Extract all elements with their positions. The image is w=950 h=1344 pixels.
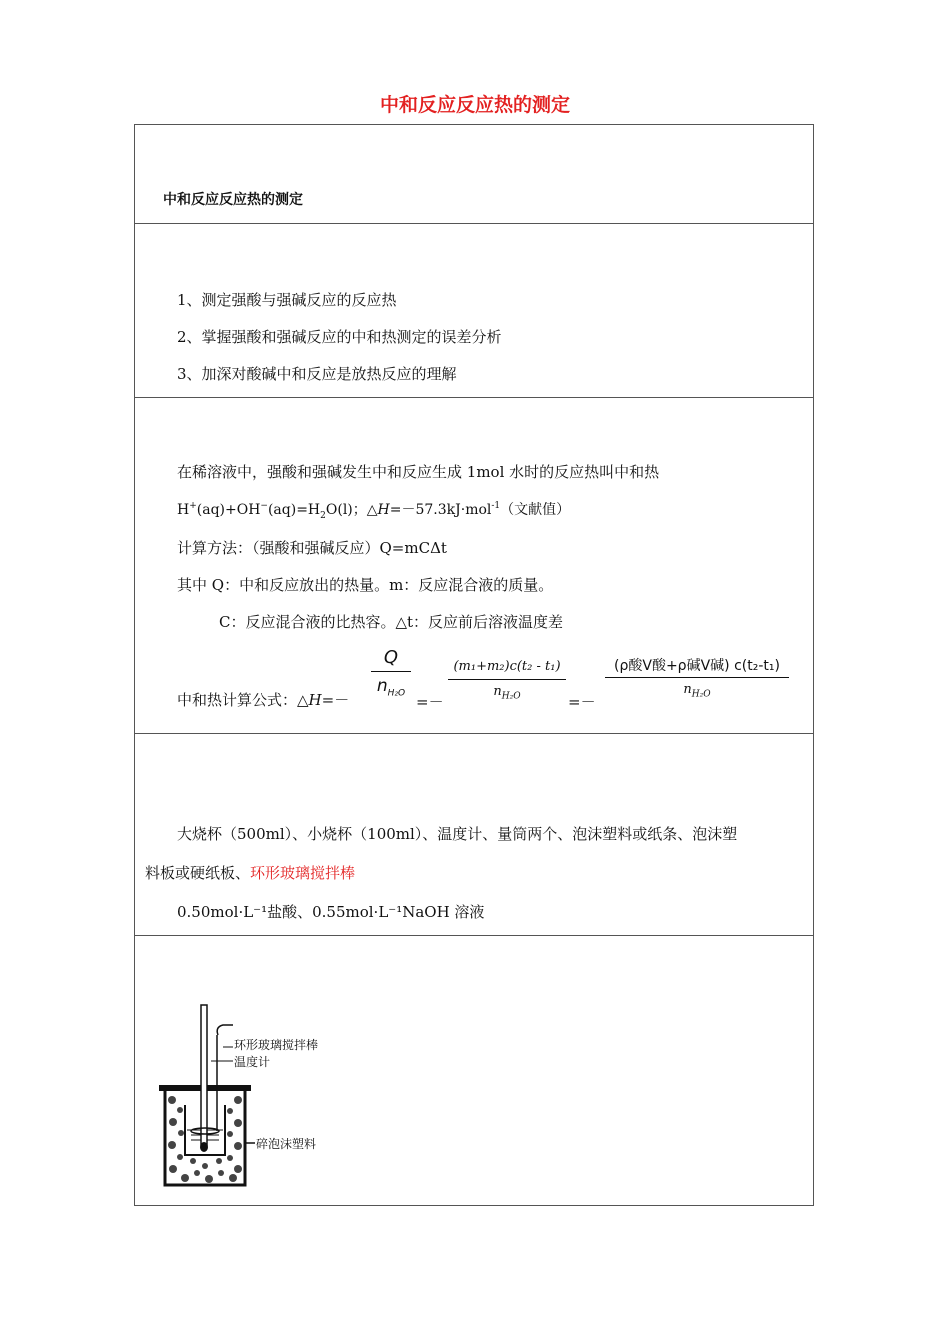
formula-h: H — [308, 691, 322, 709]
fraction-2 — [448, 659, 566, 702]
content-table — [134, 124, 814, 1206]
section-heading: 中和反应反应热的测定 — [163, 192, 303, 208]
apparatus-line-2 — [145, 862, 355, 883]
apparatus-line-2-text: 料板或硬纸板、 — [145, 864, 251, 882]
frac2-n: n — [493, 684, 502, 699]
objective-1: 1、测定强酸与强碱反应的反应热 — [177, 291, 397, 309]
calorimeter-diagram — [135, 935, 815, 1205]
eq-exp: -1 — [491, 501, 501, 511]
eq-part-mid: (aq)+OH — [196, 502, 261, 518]
fraction-1-numerator: Q — [383, 647, 399, 668]
objective-3: 3、加深对酸碱中和反应是放热反应的理解 — [177, 365, 457, 383]
equals-2: =－ — [416, 693, 444, 711]
frac3-n: n — [683, 682, 692, 697]
eq-delta-h: H — [377, 502, 390, 518]
stirrer-highlight: 环形玻璃搅拌棒 — [250, 864, 356, 882]
fraction-3 — [605, 655, 789, 700]
method-text: 计算方法：（强酸和强碱反应）Q=mCΔt — [177, 539, 447, 557]
row-objectives — [135, 223, 813, 398]
row-principle — [135, 397, 813, 734]
fraction-1 — [371, 647, 411, 698]
label-thermometer: 温度计 — [234, 1055, 271, 1069]
eq-value: =－57.3kJ·mol — [389, 502, 492, 518]
page-title: 中和反应反应热的测定 — [379, 94, 570, 116]
label-stirrer: 环形玻璃搅拌棒 — [234, 1038, 319, 1052]
reagents-line: 0.50mol·L⁻¹盐酸、0.55mol·L⁻¹NaOH 溶液 — [177, 903, 485, 921]
row-apparatus — [135, 733, 813, 936]
fraction-2-denominator — [448, 680, 566, 702]
where-text-1: 其中 Q：中和反应放出的热量。m：反应混合液的质量。 — [177, 576, 554, 594]
definition-text: 在稀溶液中，强酸和强碱发生中和反应生成 1mol 水时的反应热叫中和热 — [177, 463, 660, 481]
frac3-sub: H₂O — [691, 689, 711, 700]
eq-part-tail: O(l)；△ — [325, 502, 378, 518]
fraction-1-denominator — [371, 672, 411, 698]
fraction-2-numerator: (m₁+m₂)c(t₂ - t₁) — [453, 659, 561, 674]
fraction-3-numerator: (ρ酸V酸+ρ碱V碱) c(t₂-t₁) — [614, 658, 780, 674]
formula-eq-sign: =－ — [321, 691, 350, 709]
frac2-sub: H₂O — [501, 691, 521, 702]
formula-label-text: 中和热计算公式：△ — [177, 691, 309, 709]
objective-2: 2、掌握强酸和强碱反应的中和热测定的误差分析 — [177, 328, 502, 346]
eq-h-ion: H — [177, 502, 190, 518]
frac1-n: n — [376, 676, 388, 696]
apparatus-line-1: 大烧杯（500ml）、小烧杯（100ml）、温度计、量筒两个、泡沫塑料或纸条、泡沫塑 — [177, 825, 738, 843]
equals-3: =－ — [568, 693, 596, 711]
row-heading — [135, 125, 813, 224]
thermo-equation: $H^+(aq)+OH^-(aq)=H_2O(l)$；△H=－57.3kJ·mol$^{-1}$（文献值） — [177, 501, 571, 521]
where-text-2: C：反应混合液的比热容。△t：反应前后溶液温度差 — [219, 613, 564, 631]
eq-note: （文献值） — [500, 502, 571, 518]
formula-label — [177, 689, 349, 710]
eq-part-right: (aq)=H — [267, 502, 321, 518]
label-foam: 碎泡沫塑料 — [256, 1137, 317, 1151]
frac1-sub: H₂O — [387, 688, 406, 699]
fraction-3-denominator — [605, 678, 789, 700]
row-diagram — [135, 935, 813, 1205]
